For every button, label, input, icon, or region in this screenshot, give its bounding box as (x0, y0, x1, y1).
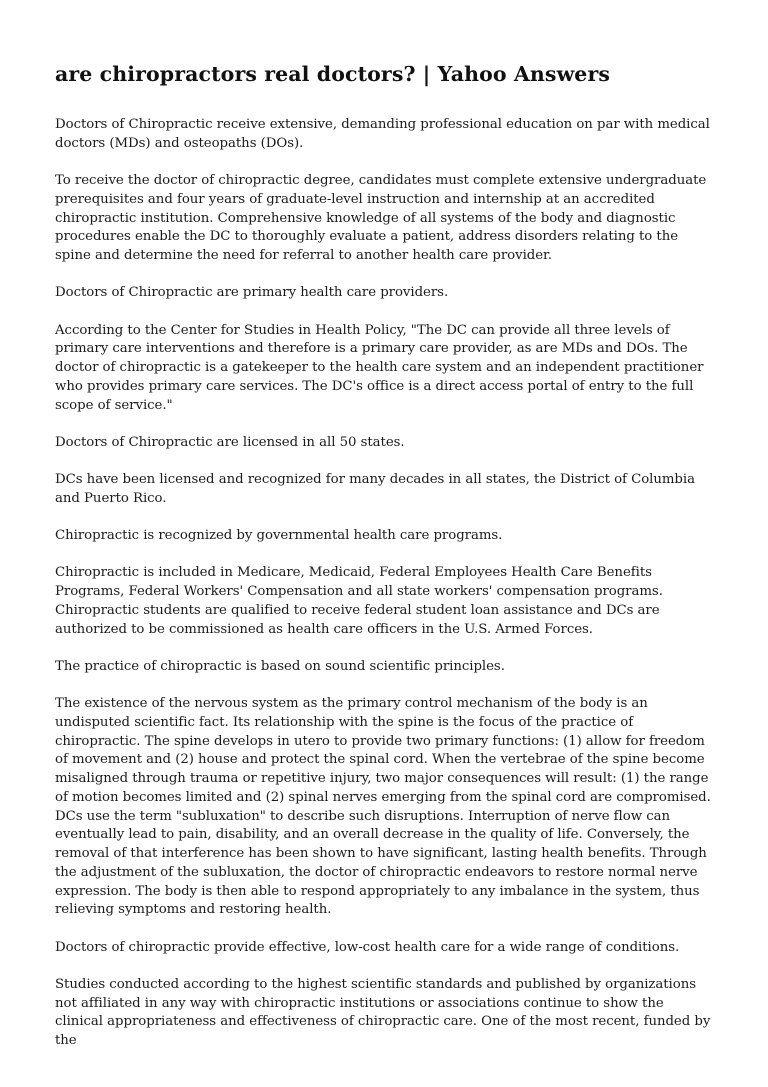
paragraph: Chiropractic is included in Medicare, Medicaid, Federal Employees Health Care Benefits Programs, Federal Workers' Compensation and all state workers' compensation programs. Chiropractic students are qualified to receive federal student loan assistance and DCs are authorized to be commissioned as health care officers in the U.S. Armed Forces. (55, 565, 663, 637)
paragraph: DCs have been licensed and recognized for many decades in all states, the District of Columbia and Puerto Rico. (55, 472, 695, 506)
paragraph: To receive the doctor of chiropractic degree, candidates must complete extensive undergraduate prerequisites and four years of graduate-level instruction and internship at an accredited chiropractic institution. Comprehensive knowledge of all systems of the body and diagnostic procedures enable the DC to thoroughly evaluate a patient, address disorders relating to the spine and determine the need for referral to another health care provider. (55, 173, 707, 263)
paragraph: According to the Center for Studies in Health Policy, "The DC can provide all three levels of primary care interventions and therefore is a primary care provider, as are MDs and DOs. The doctor of chiropractic is a gatekeeper to the health care system and an independent practitioner who provides primary care services. The DC's office is a direct access portal of entry to the full scope of service." (55, 322, 704, 413)
paragraph: The existence of the nervous system as the primary control mechanism of the body is an undisputed scientific fact. Its relationship with the spine is the focus of the practice of chiropractic. The spine develops in utero to provide two primary functions: (1) allow for freedom of movement and (2) house and protect the spinal cord. When the vertebrae of the spine become misaligned through trauma or repetitive injury, two major consequences will result: (1) the range of motion becomes limited and (2) spinal nerves emerging from the spinal cord are compromised. DCs use the term "subluxation" to describe such disruptions. Interruption of nerve flow can eventually lead to pain, disability, and an overall decrease in the quality of life. Conversely, the removal of that interference has been shown to have significant, lasting health benefits. Through the adjustment of the subluxation, the doctor of chiropractic endeavors to restore normal nerve expression. The body is then able to respond appropriately to any imbalance in the system, thus relieving symptoms and restoring health. (55, 696, 711, 918)
paragraph: Chiropractic is recognized by governmental health care programs. (55, 528, 503, 543)
paragraph: Doctors of chiropractic provide effective, low-cost health care for a wide range of conditions. (55, 939, 680, 955)
paragraph: Doctors of Chiropractic receive extensive, demanding professional education on par with medical doctors (MDs) and osteopaths (DOs). (55, 117, 710, 151)
page-title: are chiropractors real doctors? | Yahoo Answers (55, 62, 610, 86)
paragraph: Studies conducted according to the highest scientific standards and published by organizations not affiliated in any way with chiropractic institutions or associations continue to show the clinical appropriateness and effectiveness of chiropractic care. One of the most recent, funded by the (55, 976, 711, 1048)
article-body (55, 116, 713, 1051)
paragraph: The practice of chiropractic is based on sound scientific principles. (55, 658, 505, 674)
paragraph: Doctors of Chiropractic are licensed in all 50 states. (55, 434, 405, 450)
paragraph: Doctors of Chiropractic are primary health care providers. (55, 285, 449, 301)
